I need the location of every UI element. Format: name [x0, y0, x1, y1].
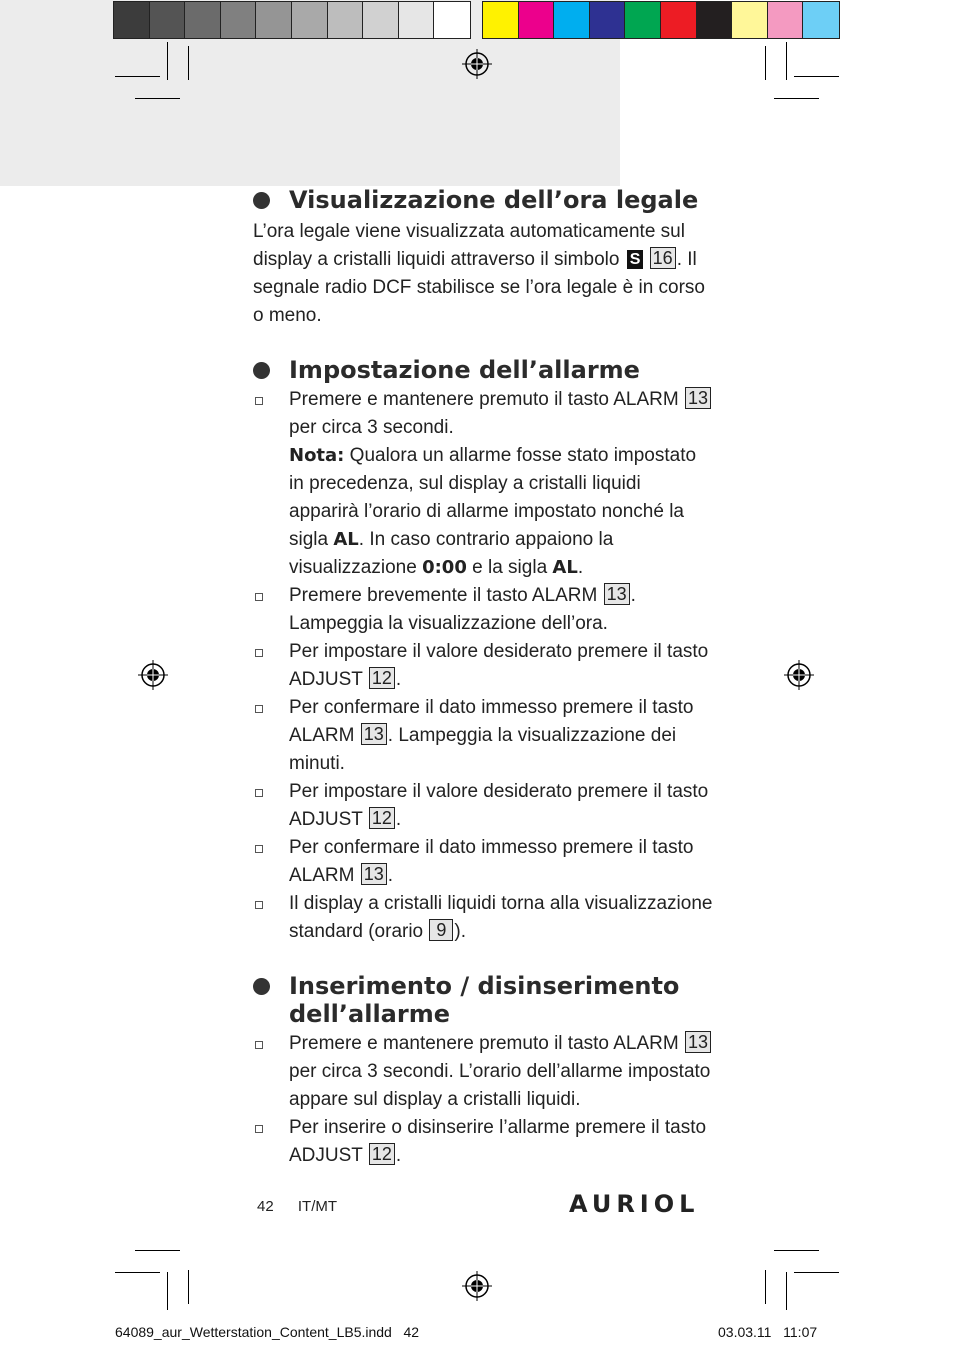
page-footer	[257, 1198, 357, 1215]
gray-swatch	[292, 2, 328, 38]
gray-swatch	[114, 2, 150, 38]
crop-mark	[794, 76, 839, 77]
ref-number: 16	[650, 247, 676, 269]
ref-number: 12	[369, 807, 395, 829]
step-text: Premere e mantenere premuto il tasto ALARM	[289, 389, 679, 410]
ref-number: 13	[604, 583, 630, 605]
registration-mark-icon	[462, 49, 492, 79]
step-text: .	[395, 669, 402, 690]
note-text: Qualora un allarme fosse stato impostato in precedenza, sul display a cristalli liquidi apparirà l’orario di allarme impostato nonché la sigla	[289, 445, 697, 550]
section-heading-dst	[253, 186, 713, 214]
ref-number: 13	[685, 387, 711, 409]
registration-mark-icon	[462, 1271, 492, 1301]
list-item	[253, 582, 713, 638]
list-item	[253, 386, 713, 582]
color-swatch	[803, 2, 839, 38]
slug-date: 03.03.11	[718, 1324, 772, 1340]
language-code: IT/MT	[297, 1198, 338, 1215]
slug-time: 11:07	[783, 1324, 818, 1340]
section-heading-alarm-set	[253, 356, 713, 384]
step-text: Per impostare il valore desiderato premere il tasto ADJUST	[289, 781, 709, 830]
bullet-dot-icon	[253, 192, 270, 209]
gray-swatch	[363, 2, 399, 38]
section-heading-alarm-toggle	[253, 972, 713, 1028]
crop-mark	[115, 76, 160, 77]
registration-mark-icon	[784, 660, 814, 690]
crop-mark	[774, 1250, 819, 1251]
crop-mark	[765, 1270, 766, 1304]
step-text: . Lampeggia la visualizzazione dell’ora.	[289, 585, 636, 634]
list-item	[253, 890, 713, 946]
color-swatch	[590, 2, 626, 38]
checkbox-bullet-icon	[255, 397, 263, 405]
dst-symbol: S	[627, 250, 644, 269]
list-item	[253, 1030, 713, 1114]
section-title: Impostazione dell’allarme	[289, 356, 640, 384]
crop-mark	[794, 1272, 839, 1273]
crop-mark	[188, 1270, 189, 1304]
dst-text: L’ora legale viene visualizzata automaticamente sul display a cristalli liquidi attraverso il simbolo	[253, 221, 685, 270]
bullet-dot-icon	[253, 362, 270, 379]
gray-swatch	[434, 2, 470, 38]
gray-swatch	[150, 2, 186, 38]
crop-mark	[774, 98, 819, 99]
list-item	[253, 638, 713, 694]
step-text: . Lampeggia la visualizzazione dei minuti.	[289, 725, 677, 774]
list-item	[253, 778, 713, 834]
ref-number: 12	[369, 1143, 395, 1165]
gray-swatch	[221, 2, 257, 38]
step-text: Premere e mantenere premuto il tasto ALARM	[289, 1033, 679, 1054]
ref-number: 13	[361, 723, 387, 745]
dst-text-2: . Il segnale radio DCF stabilisce se l’ora legale è in corso o meno.	[253, 249, 706, 326]
section-title: Visualizzazione dell’ora legale	[289, 186, 699, 214]
checkbox-bullet-icon	[255, 593, 263, 601]
crop-mark	[167, 1272, 168, 1310]
ref-number: 13	[685, 1031, 711, 1053]
checkbox-bullet-icon	[255, 649, 263, 657]
step-text: .	[387, 865, 394, 886]
page-content	[253, 186, 713, 1170]
color-swatch	[768, 2, 804, 38]
gray-swatch	[185, 2, 221, 38]
step-text: per circa 3 secondi.	[289, 417, 454, 438]
brand-logo: AURIOL	[569, 1190, 700, 1218]
checkbox-bullet-icon	[255, 845, 263, 853]
note-al: AL	[333, 529, 359, 550]
ref-number: 12	[369, 667, 395, 689]
ref-number: 13	[361, 863, 387, 885]
grayscale-color-bar	[113, 1, 471, 39]
step-text: .	[395, 809, 402, 830]
crop-mark	[188, 46, 189, 80]
print-slug-file: 64089_aur_Wetterstation_Content_LB5.indd 42	[115, 1324, 420, 1340]
page-number: 42	[257, 1198, 274, 1215]
crop-mark	[786, 1272, 787, 1310]
color-swatch	[554, 2, 590, 38]
footer-panel	[0, 93, 620, 186]
step-text: Per impostare il valore desiderato premere il tasto ADJUST	[289, 641, 709, 690]
step-text: Il display a cristalli liquidi torna alla visualizzazione standard (orario	[289, 893, 713, 942]
crop-mark	[115, 1272, 160, 1273]
list-item	[253, 1114, 713, 1170]
checkbox-bullet-icon	[255, 901, 263, 909]
crop-mark	[765, 46, 766, 80]
step-text: Per confermare il dato immesso premere il tasto ALARM	[289, 837, 694, 886]
crop-mark	[786, 42, 787, 80]
note-time: 0:00	[422, 557, 467, 578]
step-text: Premere brevemente il tasto ALARM	[289, 585, 598, 606]
note-al: AL	[552, 557, 578, 578]
color-swatch	[661, 2, 697, 38]
note-text: e la sigla	[472, 557, 548, 578]
gray-swatch	[328, 2, 364, 38]
color-swatch	[483, 2, 519, 38]
checkbox-bullet-icon	[255, 1125, 263, 1133]
step-text: .	[395, 1145, 402, 1166]
dst-paragraph	[253, 218, 713, 330]
color-swatch	[732, 2, 768, 38]
bullet-dot-icon	[253, 978, 270, 995]
step-text: Per confermare il dato immesso premere il tasto ALARM	[289, 697, 694, 746]
gray-swatch	[256, 2, 292, 38]
registration-mark-icon	[138, 660, 168, 690]
note-label: Nota:	[289, 445, 345, 466]
print-slug-datetime	[718, 1324, 817, 1340]
color-swatch	[625, 2, 661, 38]
ref-number: 9	[429, 919, 453, 941]
step-text: Per inserire o disinserire l’allarme premere il tasto ADJUST	[289, 1117, 707, 1166]
list-item	[253, 834, 713, 890]
gray-swatch	[399, 2, 435, 38]
note-text: .	[577, 557, 584, 578]
step-text: per circa 3 secondi. L’orario dell’allarme impostato appare sul display a cristalli liquidi.	[289, 1061, 711, 1110]
checkbox-bullet-icon	[255, 1041, 263, 1049]
checkbox-bullet-icon	[255, 789, 263, 797]
crop-mark	[167, 42, 168, 80]
checkbox-bullet-icon	[255, 705, 263, 713]
color-swatch	[697, 2, 733, 38]
crop-mark	[135, 1250, 180, 1251]
list-item	[253, 694, 713, 778]
color-swatch	[519, 2, 555, 38]
process-color-bar	[482, 1, 840, 39]
section-title: Inserimento / disinserimento dell’allarme	[289, 972, 680, 1028]
step-text: ).	[454, 921, 467, 942]
crop-mark	[135, 98, 180, 99]
note-text: . In caso contrario appaiono la visualizzazione	[289, 529, 614, 578]
